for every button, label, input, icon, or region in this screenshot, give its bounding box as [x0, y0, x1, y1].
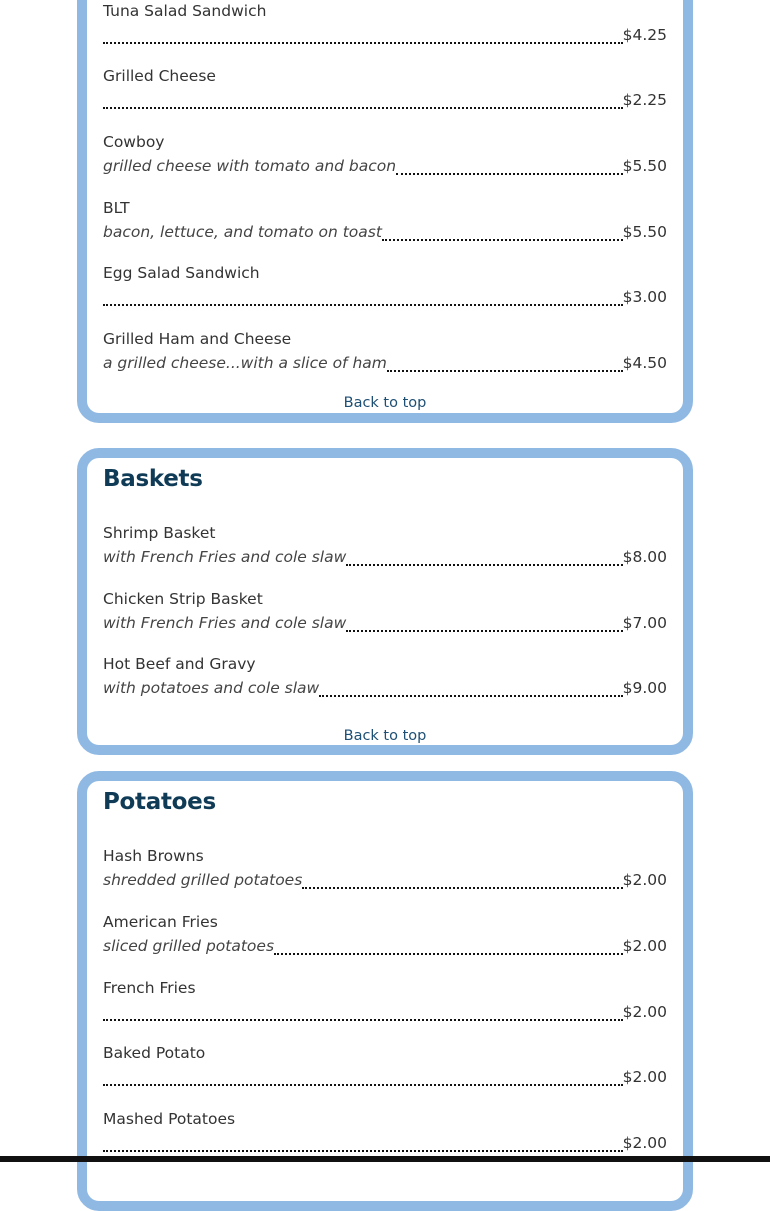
item-name: Grilled Ham and Cheese — [103, 330, 292, 348]
menu-item — [103, 653, 667, 711]
window-bottom-edge — [0, 1156, 770, 1162]
menu-item — [103, 262, 667, 320]
back-to-top-link[interactable]: Back to top — [343, 395, 427, 411]
item-name: Baked Potato — [103, 1044, 206, 1062]
item-name: Chicken Strip Basket — [103, 590, 263, 608]
item-price: $3.00 — [622, 288, 667, 306]
dotted-leader — [346, 630, 622, 632]
menu-item — [103, 328, 667, 386]
dotted-leader — [382, 239, 623, 241]
item-description: with French Fries and cole slaw — [103, 614, 347, 632]
section-title: Potatoes — [103, 789, 216, 815]
menu-item — [103, 911, 667, 969]
dotted-leader — [103, 107, 623, 109]
item-name: Tuna Salad Sandwich — [103, 2, 267, 20]
item-name: French Fries — [103, 979, 196, 997]
dotted-leader — [346, 564, 622, 566]
menu-item — [103, 522, 667, 580]
item-price: $2.25 — [622, 91, 667, 109]
item-price: $2.00 — [622, 1003, 667, 1021]
menu-section-potatoes — [77, 771, 693, 1211]
dotted-leader — [274, 953, 623, 955]
item-price: $2.00 — [622, 871, 667, 889]
item-description: grilled cheese with tomato and bacon — [103, 157, 397, 175]
section-title: Baskets — [103, 466, 203, 492]
back-to-top-link[interactable]: Back to top — [343, 728, 427, 744]
item-description: with French Fries and cole slaw — [103, 548, 347, 566]
dotted-leader — [387, 370, 623, 372]
item-name: Grilled Cheese — [103, 67, 216, 85]
menu-item — [103, 1042, 667, 1100]
item-price: $2.00 — [622, 1134, 667, 1152]
menu-item — [103, 588, 667, 646]
menu-item — [103, 0, 667, 58]
dotted-leader — [103, 304, 623, 306]
item-price: $4.50 — [622, 354, 667, 372]
menu-item — [103, 197, 667, 255]
dotted-leader — [396, 173, 623, 175]
item-price: $5.50 — [622, 223, 667, 241]
item-description: sliced grilled potatoes — [103, 937, 275, 955]
dotted-leader — [103, 1150, 623, 1152]
item-description: with potatoes and cole slaw — [103, 679, 320, 697]
dotted-leader — [103, 1084, 623, 1086]
item-price: $4.25 — [622, 26, 667, 44]
item-description: a grilled cheese...with a slice of ham — [103, 354, 387, 372]
item-name: American Fries — [103, 913, 218, 931]
menu-item — [103, 845, 667, 903]
item-price: $2.00 — [622, 1068, 667, 1086]
dotted-leader — [103, 42, 623, 44]
item-description: shredded grilled potatoes — [103, 871, 303, 889]
menu-item — [103, 65, 667, 123]
item-name: Cowboy — [103, 133, 165, 151]
item-price: $2.00 — [622, 937, 667, 955]
menu-section-sandwiches — [77, 0, 693, 423]
item-price: $7.00 — [622, 614, 667, 632]
item-name: Hot Beef and Gravy — [103, 655, 256, 673]
item-price: $8.00 — [622, 548, 667, 566]
item-price: $9.00 — [622, 679, 667, 697]
item-name: Mashed Potatoes — [103, 1110, 236, 1128]
item-name: Egg Salad Sandwich — [103, 264, 260, 282]
dotted-leader — [103, 1019, 623, 1021]
item-price: $5.50 — [622, 157, 667, 175]
menu-item — [103, 977, 667, 1035]
dotted-leader — [302, 887, 622, 889]
dotted-leader — [319, 695, 622, 697]
item-description: bacon, lettuce, and tomato on toast — [103, 223, 382, 241]
menu-section-baskets — [77, 448, 693, 755]
item-name: Shrimp Basket — [103, 524, 216, 542]
menu-item — [103, 131, 667, 189]
item-name: BLT — [103, 199, 130, 217]
item-name: Hash Browns — [103, 847, 204, 865]
